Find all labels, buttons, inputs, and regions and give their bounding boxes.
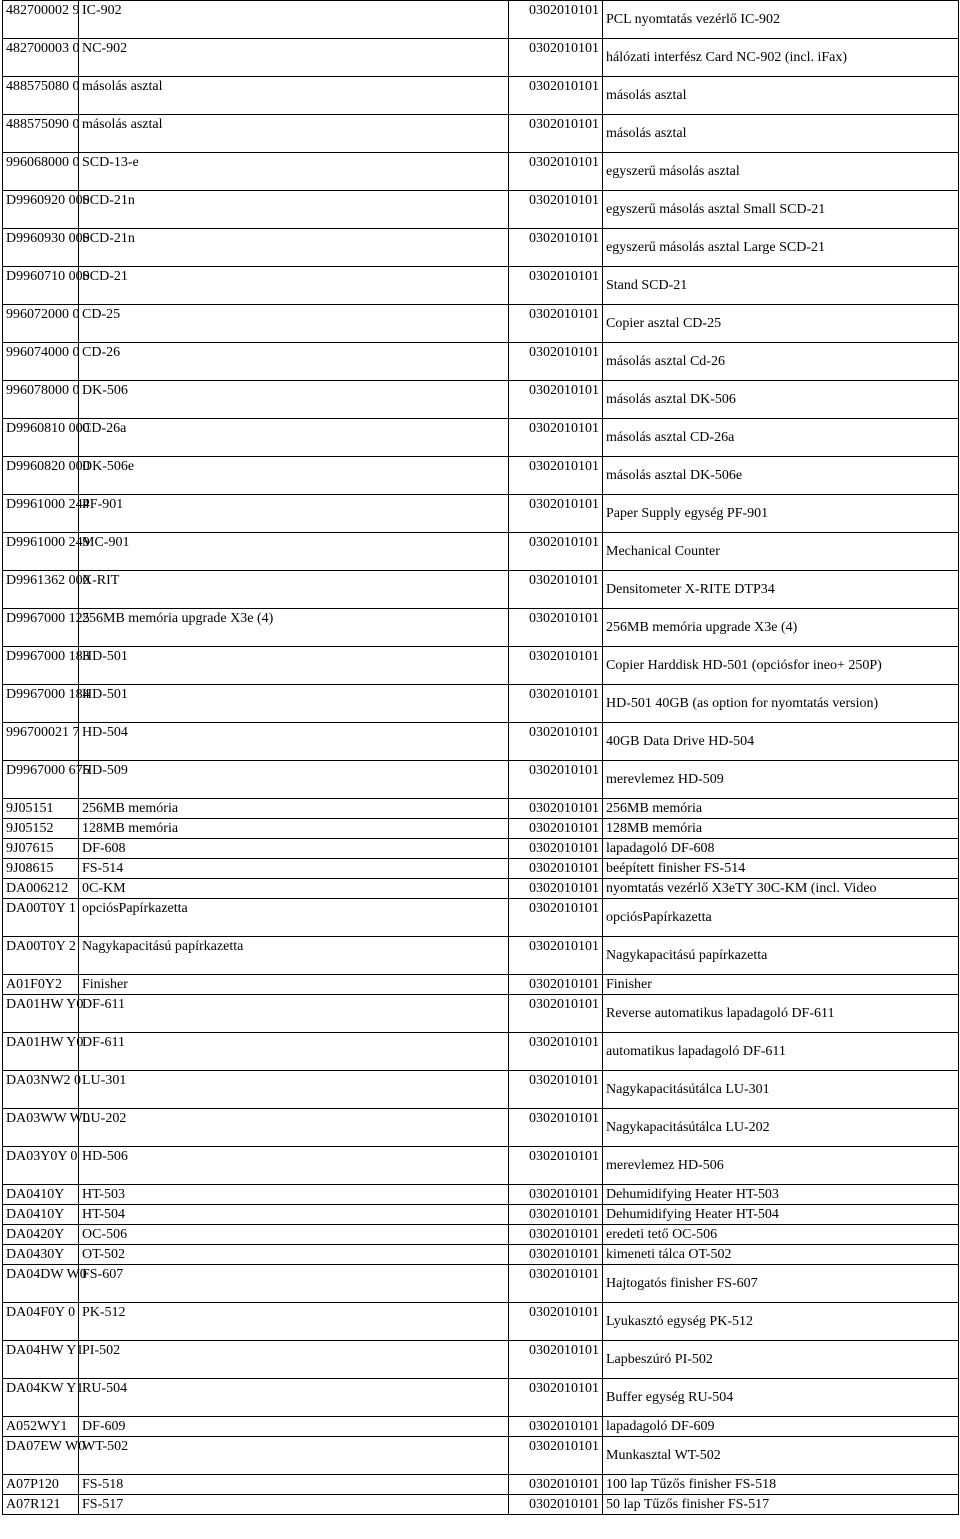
product-code-cell: DA04HW Y1 <box>3 1341 79 1379</box>
date-code-cell: 0302010101 <box>509 77 603 115</box>
table-row <box>3 39 959 77</box>
model-name-cell: HD-506 <box>79 1147 509 1185</box>
model-name-cell: OC-506 <box>79 1225 509 1245</box>
table-row <box>3 343 959 381</box>
product-code-cell: D9967000 125 <box>3 609 79 647</box>
description-cell: Copier asztal CD-25 <box>603 305 959 343</box>
description-cell: 50 lap Tűzős finisher FS-517 <box>603 1495 959 1515</box>
model-name-cell: IC-902 <box>79 1 509 39</box>
date-code-cell: 0302010101 <box>509 381 603 419</box>
model-name-cell: SCD-21n <box>79 229 509 267</box>
date-code-cell: 0302010101 <box>509 609 603 647</box>
description-cell: Lapbeszúró PI-502 <box>603 1341 959 1379</box>
table-row <box>3 839 959 859</box>
table-row <box>3 1379 959 1417</box>
product-code-cell: D9960920 000 <box>3 191 79 229</box>
date-code-cell: 0302010101 <box>509 1109 603 1147</box>
description-cell: 256MB memória <box>603 799 959 819</box>
product-code-cell: DA04F0Y 0 <box>3 1303 79 1341</box>
table-row <box>3 1033 959 1071</box>
table-row <box>3 229 959 267</box>
table-row <box>3 419 959 457</box>
model-name-cell: másolás asztal <box>79 77 509 115</box>
table-row <box>3 1495 959 1515</box>
description-cell: eredeti tető OC-506 <box>603 1225 959 1245</box>
date-code-cell: 0302010101 <box>509 1475 603 1495</box>
table-row <box>3 305 959 343</box>
product-code-cell: D9967000 183 <box>3 647 79 685</box>
model-name-cell: SCD-21n <box>79 191 509 229</box>
description-cell: másolás asztal <box>603 115 959 153</box>
date-code-cell: 0302010101 <box>509 533 603 571</box>
table-row <box>3 381 959 419</box>
product-code-cell: D9960710 000 <box>3 267 79 305</box>
description-cell: Nagykapacitásútálca LU-301 <box>603 1071 959 1109</box>
date-code-cell: 0302010101 <box>509 229 603 267</box>
description-cell: egyszerű másolás asztal Large SCD-21 <box>603 229 959 267</box>
product-code-cell: DA03NW2 0 <box>3 1071 79 1109</box>
date-code-cell: 0302010101 <box>509 1437 603 1475</box>
table-row <box>3 1 959 39</box>
product-code-cell: A01F0Y2 <box>3 975 79 995</box>
product-code-cell: A07P120 <box>3 1475 79 1495</box>
model-name-cell: PI-502 <box>79 1341 509 1379</box>
table-row <box>3 1475 959 1495</box>
date-code-cell: 0302010101 <box>509 267 603 305</box>
description-cell: másolás asztal DK-506e <box>603 457 959 495</box>
product-code-cell: DA0410Y <box>3 1185 79 1205</box>
product-code-cell: 9J05151 <box>3 799 79 819</box>
model-name-cell: Nagykapacitású papírkazetta <box>79 937 509 975</box>
model-name-cell: MC-901 <box>79 533 509 571</box>
description-cell: Hajtogatós finisher FS-607 <box>603 1265 959 1303</box>
table-row <box>3 1417 959 1437</box>
description-cell: merevlemez HD-506 <box>603 1147 959 1185</box>
description-cell: HD-501 40GB (as option for nyomtatás version) <box>603 685 959 723</box>
description-cell: 100 lap Tűzős finisher FS-518 <box>603 1475 959 1495</box>
date-code-cell: 0302010101 <box>509 839 603 859</box>
date-code-cell: 0302010101 <box>509 1245 603 1265</box>
date-code-cell: 0302010101 <box>509 115 603 153</box>
model-name-cell: DF-611 <box>79 1033 509 1071</box>
product-code-cell: DA07EW W0 <box>3 1437 79 1475</box>
product-code-cell: 996700021 7 <box>3 723 79 761</box>
table-row <box>3 1341 959 1379</box>
product-code-cell: 482700002 9 <box>3 1 79 39</box>
description-cell: Munkasztal WT-502 <box>603 1437 959 1475</box>
description-cell: Copier Harddisk HD-501 (opciósfor ineo+ 250P) <box>603 647 959 685</box>
description-cell: beépített finisher FS-514 <box>603 859 959 879</box>
description-cell: Mechanical Counter <box>603 533 959 571</box>
product-code-cell: DA04KW Y1 <box>3 1379 79 1417</box>
product-code-cell: 996074000 0 <box>3 343 79 381</box>
table-row <box>3 1147 959 1185</box>
table-row <box>3 153 959 191</box>
description-cell: Finisher <box>603 975 959 995</box>
product-code-cell: DA0420Y <box>3 1225 79 1245</box>
date-code-cell: 0302010101 <box>509 899 603 937</box>
date-code-cell: 0302010101 <box>509 1303 603 1341</box>
model-name-cell: DK-506 <box>79 381 509 419</box>
table-row <box>3 1109 959 1147</box>
date-code-cell: 0302010101 <box>509 799 603 819</box>
model-name-cell: Finisher <box>79 975 509 995</box>
table-row <box>3 1303 959 1341</box>
model-name-cell: FS-514 <box>79 859 509 879</box>
table-row <box>3 191 959 229</box>
model-name-cell: X-RIT <box>79 571 509 609</box>
table-row <box>3 799 959 819</box>
table-row <box>3 937 959 975</box>
table-row <box>3 1437 959 1475</box>
table-row <box>3 1265 959 1303</box>
product-code-cell: DA01HW Y0 <box>3 995 79 1033</box>
table-row <box>3 1185 959 1205</box>
description-cell: automatikus lapadagoló DF-611 <box>603 1033 959 1071</box>
description-cell: Dehumidifying Heater HT-504 <box>603 1205 959 1225</box>
description-cell: egyszerű másolás asztal Small SCD-21 <box>603 191 959 229</box>
table-row <box>3 899 959 937</box>
date-code-cell: 0302010101 <box>509 495 603 533</box>
description-cell: PCL nyomtatás vezérlő IC-902 <box>603 1 959 39</box>
product-code-cell: D9961362 000 <box>3 571 79 609</box>
model-name-cell: 256MB memória upgrade X3e (4) <box>79 609 509 647</box>
model-name-cell: WT-502 <box>79 1437 509 1475</box>
model-name-cell: 0C-KM <box>79 879 509 899</box>
date-code-cell: 0302010101 <box>509 1265 603 1303</box>
model-name-cell: NC-902 <box>79 39 509 77</box>
date-code-cell: 0302010101 <box>509 1 603 39</box>
model-name-cell: HD-501 <box>79 685 509 723</box>
model-name-cell: RU-504 <box>79 1379 509 1417</box>
model-name-cell: LU-202 <box>79 1109 509 1147</box>
description-cell: lapadagoló DF-608 <box>603 839 959 859</box>
product-code-cell: 996072000 0 <box>3 305 79 343</box>
description-cell: Paper Supply egység PF-901 <box>603 495 959 533</box>
product-code-cell: D9967000 675 <box>3 761 79 799</box>
table-row <box>3 495 959 533</box>
product-code-cell: 488575080 0 <box>3 77 79 115</box>
table-row <box>3 723 959 761</box>
date-code-cell: 0302010101 <box>509 1379 603 1417</box>
description-cell: Dehumidifying Heater HT-503 <box>603 1185 959 1205</box>
product-code-cell: 488575090 0 <box>3 115 79 153</box>
description-cell: másolás asztal CD-26a <box>603 419 959 457</box>
product-code-cell: 482700003 0 <box>3 39 79 77</box>
table-row <box>3 761 959 799</box>
product-code-cell: D9961000 244 <box>3 495 79 533</box>
model-name-cell: LU-301 <box>79 1071 509 1109</box>
description-cell: opciósPapírkazetta <box>603 899 959 937</box>
description-cell: másolás asztal Cd-26 <box>603 343 959 381</box>
model-name-cell: CD-26 <box>79 343 509 381</box>
table-row <box>3 647 959 685</box>
date-code-cell: 0302010101 <box>509 761 603 799</box>
date-code-cell: 0302010101 <box>509 153 603 191</box>
product-code-cell: D9961000 249 <box>3 533 79 571</box>
date-code-cell: 0302010101 <box>509 1185 603 1205</box>
model-name-cell: PF-901 <box>79 495 509 533</box>
table-row <box>3 859 959 879</box>
description-cell: kimeneti tálca OT-502 <box>603 1245 959 1265</box>
product-code-cell: 996068000 0 <box>3 153 79 191</box>
description-cell: Reverse automatikus lapadagoló DF-611 <box>603 995 959 1033</box>
date-code-cell: 0302010101 <box>509 1225 603 1245</box>
description-cell: lapadagoló DF-609 <box>603 1417 959 1437</box>
description-cell: Lyukasztó egység PK-512 <box>603 1303 959 1341</box>
model-name-cell: SCD-21 <box>79 267 509 305</box>
product-code-cell: D9967000 184 <box>3 685 79 723</box>
date-code-cell: 0302010101 <box>509 1147 603 1185</box>
date-code-cell: 0302010101 <box>509 39 603 77</box>
model-name-cell: HT-504 <box>79 1205 509 1225</box>
product-code-cell: DA0410Y <box>3 1205 79 1225</box>
model-name-cell: DF-609 <box>79 1417 509 1437</box>
product-code-cell: D9960820 000 <box>3 457 79 495</box>
table-row <box>3 879 959 899</box>
model-name-cell: DF-608 <box>79 839 509 859</box>
description-cell: 256MB memória upgrade X3e (4) <box>603 609 959 647</box>
product-code-cell: DA006212 <box>3 879 79 899</box>
table-row <box>3 819 959 839</box>
date-code-cell: 0302010101 <box>509 1071 603 1109</box>
model-name-cell: CD-26a <box>79 419 509 457</box>
description-cell: másolás asztal DK-506 <box>603 381 959 419</box>
date-code-cell: 0302010101 <box>509 571 603 609</box>
date-code-cell: 0302010101 <box>509 457 603 495</box>
product-code-cell: 996078000 0 <box>3 381 79 419</box>
model-name-cell: 128MB memória <box>79 819 509 839</box>
date-code-cell: 0302010101 <box>509 647 603 685</box>
product-code-cell: DA04DW W0 <box>3 1265 79 1303</box>
table-row <box>3 1225 959 1245</box>
date-code-cell: 0302010101 <box>509 937 603 975</box>
table-row <box>3 115 959 153</box>
product-code-cell: 9J08615 <box>3 859 79 879</box>
table-row <box>3 995 959 1033</box>
product-table-body <box>3 1 959 1515</box>
date-code-cell: 0302010101 <box>509 723 603 761</box>
product-code-cell: DA0430Y <box>3 1245 79 1265</box>
product-code-cell: DA00T0Y 1 <box>3 899 79 937</box>
date-code-cell: 0302010101 <box>509 191 603 229</box>
date-code-cell: 0302010101 <box>509 995 603 1033</box>
description-cell: merevlemez HD-509 <box>603 761 959 799</box>
table-row <box>3 533 959 571</box>
model-name-cell: HD-501 <box>79 647 509 685</box>
model-name-cell: 256MB memória <box>79 799 509 819</box>
model-name-cell: FS-517 <box>79 1495 509 1515</box>
model-name-cell: DF-611 <box>79 995 509 1033</box>
date-code-cell: 0302010101 <box>509 975 603 995</box>
model-name-cell: HT-503 <box>79 1185 509 1205</box>
model-name-cell: SCD-13-e <box>79 153 509 191</box>
product-code-cell: DA01HW Y0 <box>3 1033 79 1071</box>
date-code-cell: 0302010101 <box>509 305 603 343</box>
date-code-cell: 0302010101 <box>509 859 603 879</box>
table-row <box>3 571 959 609</box>
date-code-cell: 0302010101 <box>509 1033 603 1071</box>
product-code-cell: 9J07615 <box>3 839 79 859</box>
product-code-cell: D9960810 000 <box>3 419 79 457</box>
description-cell: 40GB Data Drive HD-504 <box>603 723 959 761</box>
description-cell: 128MB memória <box>603 819 959 839</box>
description-cell: Stand SCD-21 <box>603 267 959 305</box>
model-name-cell: FS-607 <box>79 1265 509 1303</box>
date-code-cell: 0302010101 <box>509 1341 603 1379</box>
table-row <box>3 457 959 495</box>
model-name-cell: CD-25 <box>79 305 509 343</box>
product-code-cell: A07R121 <box>3 1495 79 1515</box>
description-cell: Nagykapacitásútálca LU-202 <box>603 1109 959 1147</box>
date-code-cell: 0302010101 <box>509 419 603 457</box>
table-row <box>3 77 959 115</box>
description-cell: nyomtatás vezérlő X3eTY 30C-KM (incl. Video <box>603 879 959 899</box>
product-code-cell: DA00T0Y 2 <box>3 937 79 975</box>
table-row <box>3 1245 959 1265</box>
date-code-cell: 0302010101 <box>509 879 603 899</box>
model-name-cell: HD-504 <box>79 723 509 761</box>
date-code-cell: 0302010101 <box>509 819 603 839</box>
date-code-cell: 0302010101 <box>509 343 603 381</box>
table-row <box>3 267 959 305</box>
date-code-cell: 0302010101 <box>509 685 603 723</box>
description-cell: másolás asztal <box>603 77 959 115</box>
description-cell: Densitometer X-RITE DTP34 <box>603 571 959 609</box>
product-code-cell: DA03Y0Y 0 <box>3 1147 79 1185</box>
table-row <box>3 1205 959 1225</box>
model-name-cell: HD-509 <box>79 761 509 799</box>
table-row <box>3 975 959 995</box>
description-cell: hálózati interfész Card NC-902 (incl. iFax) <box>603 39 959 77</box>
model-name-cell: opciósPapírkazetta <box>79 899 509 937</box>
date-code-cell: 0302010101 <box>509 1417 603 1437</box>
product-code-cell: D9960930 000 <box>3 229 79 267</box>
description-cell: egyszerű másolás asztal <box>603 153 959 191</box>
product-code-cell: 9J05152 <box>3 819 79 839</box>
model-name-cell: OT-502 <box>79 1245 509 1265</box>
model-name-cell: FS-518 <box>79 1475 509 1495</box>
model-name-cell: PK-512 <box>79 1303 509 1341</box>
model-name-cell: másolás asztal <box>79 115 509 153</box>
date-code-cell: 0302010101 <box>509 1495 603 1515</box>
product-code-cell: A052WY1 <box>3 1417 79 1437</box>
table-row <box>3 685 959 723</box>
table-row <box>3 1071 959 1109</box>
model-name-cell: DK-506e <box>79 457 509 495</box>
product-table <box>2 0 959 1515</box>
product-code-cell: DA03WW W0 <box>3 1109 79 1147</box>
description-cell: Buffer egység RU-504 <box>603 1379 959 1417</box>
date-code-cell: 0302010101 <box>509 1205 603 1225</box>
description-cell: Nagykapacitású papírkazetta <box>603 937 959 975</box>
table-row <box>3 609 959 647</box>
